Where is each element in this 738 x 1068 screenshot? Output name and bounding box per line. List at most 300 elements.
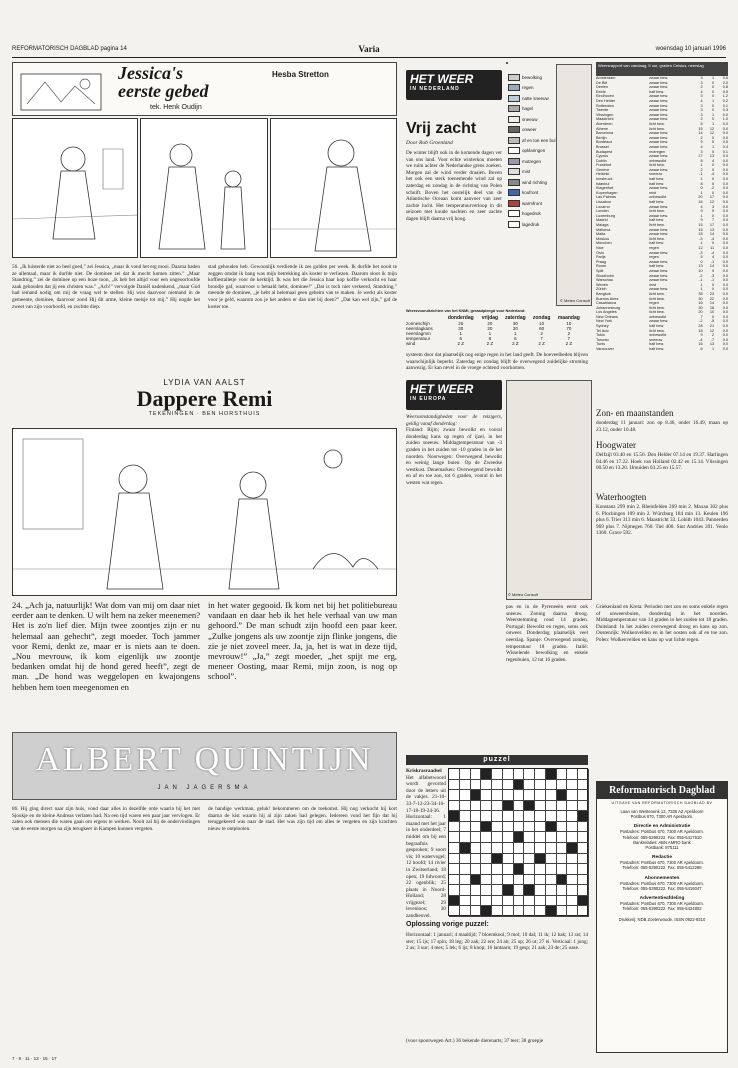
crossword-cell[interactable] (503, 780, 514, 791)
crossword-block (503, 801, 514, 812)
crossword-cell[interactable] (578, 769, 589, 780)
city-value: 1 (711, 98, 715, 103)
map2-credit: © Meteo Consult (508, 592, 538, 597)
city-name: Helsinki (596, 172, 610, 177)
city-value: 1 (711, 76, 715, 80)
city-value: -7 (710, 337, 715, 342)
crossword-cell[interactable] (503, 832, 514, 843)
crossword-cell[interactable] (503, 822, 514, 833)
crossword-block (492, 854, 503, 865)
crossword-cell[interactable] (535, 832, 546, 843)
crossword-cell[interactable] (481, 854, 492, 865)
crossword-cell[interactable] (460, 790, 471, 801)
crossword-cell[interactable] (471, 864, 482, 875)
crossword-cell[interactable] (481, 885, 492, 896)
crossword-cell[interactable] (503, 864, 514, 875)
weather-headline: Vrij zacht (406, 120, 477, 137)
crossword-cell[interactable] (449, 790, 460, 801)
crossword-cell[interactable] (578, 822, 589, 833)
crossword-cell[interactable] (514, 822, 525, 833)
city-value: 7 (711, 218, 715, 223)
city-value: 1 (711, 112, 715, 117)
crossword-cell[interactable] (492, 896, 503, 907)
crossword-cell[interactable] (557, 896, 568, 907)
crossword-cell[interactable] (557, 906, 568, 917)
crossword-cell[interactable] (578, 801, 589, 812)
city-name: München (596, 241, 612, 246)
city-value: -2 (699, 273, 703, 278)
city-condition: onbewolkt (649, 314, 667, 319)
crossword-cell[interactable] (546, 875, 557, 886)
crossword-cell[interactable] (492, 906, 503, 917)
crossword-cell[interactable] (557, 864, 568, 875)
weather-logo (406, 70, 502, 100)
masthead-left: REFORMATORISCH DAGBLAD pagina 14 (12, 46, 127, 52)
city-value: 13 (709, 227, 715, 232)
crossword-cell[interactable] (503, 811, 514, 822)
crossword-cell[interactable] (567, 854, 578, 865)
cities-header: Weersrapport van vandaag, 5 uur, graden Celsius, neerslag (596, 62, 728, 76)
crossword-cell[interactable] (546, 885, 557, 896)
city-condition: half bew. (649, 177, 665, 182)
crossword-cell[interactable] (524, 864, 535, 875)
puzzle-clues-text: Het alfabetwoord wordt gevormd door de letters uit de vakjes. 21-10-33-7-12-23-34-16-17-18-19-24-36. Horizontaal: 1 maand met het jaar in het onderdeel; 7 middel om bij een begraafnis gesproken; 9 soort vis; 10 watervogel; 12 hoofd; 14 rivier in Zwitserland; 18 open; 19 lidwoord; 22 ogenblik; 25 plaats in Noord-Holland; 28 vrijgezel; 29 levenloos; 30 zandheuvel. (406, 774, 446, 918)
crossword-cell[interactable] (471, 811, 482, 822)
city-value: 17 (709, 195, 715, 200)
city-name: New York (596, 319, 613, 324)
weather-body-2-text: systeem door dat plaatselijk nog enige regen in het land geeft. De hoeveelheden blijven waarschijnlijk beperkt. Zaterdag en zondag blijft de overwegend zuidelijke stroming aanwezig. Er kan nevel in de vroege ochtend voorkomen. (406, 352, 588, 372)
crossword-cell[interactable] (492, 843, 503, 854)
crossword-block (546, 769, 557, 780)
city-value: 17 (709, 223, 715, 227)
crossword-cell[interactable] (514, 906, 525, 917)
crossword-cell[interactable] (492, 832, 503, 843)
city-value: 0.0 (722, 282, 728, 287)
city-name: Den Helder (596, 98, 616, 103)
crossword-cell[interactable] (578, 832, 589, 843)
colophon-sec3: Abonnementen (644, 875, 680, 881)
crossword-cell[interactable] (449, 822, 460, 833)
crossword-cell[interactable] (557, 832, 568, 843)
city-condition: zwaar bew. (649, 213, 669, 218)
crossword-cell[interactable] (535, 769, 546, 780)
crossword-cell[interactable] (514, 801, 525, 812)
city-condition: zwaar bew. (649, 131, 669, 136)
crossword-block (481, 906, 492, 917)
city-value: 0.0 (722, 342, 728, 347)
crossword-cell[interactable] (567, 790, 578, 801)
crossword-cell[interactable] (514, 843, 525, 854)
city-value: 7 (700, 314, 703, 319)
city-value: 0.0 (722, 112, 728, 117)
city-value: 0.5 (722, 140, 728, 145)
crossword-cell[interactable] (524, 811, 535, 822)
colophon-sec4: Advertentieafdeling (639, 896, 685, 902)
crossword-cell[interactable] (567, 832, 578, 843)
city-value: 13 (698, 264, 703, 269)
crossword-cell[interactable] (535, 875, 546, 886)
city-value: 0.0 (722, 177, 728, 182)
colophon-line: Telefoon: 055-5390222. Fax: 055-5412288 (622, 865, 702, 871)
crossword-cell[interactable] (471, 843, 482, 854)
crossword-cell[interactable] (449, 780, 460, 791)
crossword-cell[interactable] (492, 822, 503, 833)
crossword-cell[interactable] (460, 885, 471, 896)
crossword-cell[interactable] (546, 790, 557, 801)
crossword-block (546, 822, 557, 833)
forecast-cell: 8 (488, 336, 492, 341)
crossword-cell[interactable] (557, 801, 568, 812)
crossword-cell[interactable] (460, 854, 471, 865)
city-condition: licht bew. (649, 305, 665, 310)
city-condition: zwaar bew. (649, 227, 669, 232)
crossword-cell[interactable] (578, 843, 589, 854)
forecast-cell: 2 Z (486, 341, 494, 346)
crossword-cell[interactable] (578, 790, 589, 801)
city-name: Toronto (596, 337, 609, 342)
crossword-cell[interactable] (567, 896, 578, 907)
crossword-cell[interactable] (460, 864, 471, 875)
puzzle-clues (406, 768, 446, 918)
comic2-panel (12, 428, 397, 596)
city-condition: zwaar bew. (649, 108, 669, 113)
crossword-cell[interactable] (535, 906, 546, 917)
crossword-cell[interactable] (492, 769, 503, 780)
crossword-cell[interactable] (492, 875, 503, 886)
crossword-grid[interactable] (448, 768, 588, 916)
city-name: Johannesburg (596, 305, 621, 310)
city-value: 0 (711, 89, 715, 94)
crossword-cell[interactable] (535, 885, 546, 896)
comic3-author: JAN JAGERSMA (157, 785, 252, 791)
crossword-cell[interactable] (524, 854, 535, 865)
crossword-cell[interactable] (460, 780, 471, 791)
crossword-block (514, 864, 525, 875)
crossword-cell[interactable] (481, 790, 492, 801)
crossword-cell[interactable] (460, 896, 471, 907)
crossword-cell[interactable] (557, 822, 568, 833)
forecast-row-label: zonneschijn (406, 321, 430, 326)
crossword-cell[interactable] (503, 875, 514, 886)
crossword-cell[interactable] (546, 832, 557, 843)
crossword-cell[interactable] (514, 896, 525, 907)
city-name: Oslo (596, 250, 604, 255)
crossword-cell[interactable] (535, 896, 546, 907)
city-value: 5 (711, 181, 715, 186)
legend-item (508, 167, 556, 178)
city-value: 0 (711, 287, 715, 292)
crossword-cell[interactable] (524, 780, 535, 791)
crossword-cell[interactable] (460, 811, 471, 822)
city-value: 18 (698, 328, 703, 333)
crossword-cell[interactable] (449, 875, 460, 886)
colophon-line: Telefoon: 055-5390222. Fax: 055-5417610 (622, 834, 702, 840)
crossword-cell[interactable] (535, 822, 546, 833)
city-value: 0.5 (722, 89, 728, 94)
crossword-block (557, 875, 568, 886)
crossword-cell[interactable] (546, 801, 557, 812)
crossword-cell[interactable] (449, 885, 460, 896)
forecast-row-label: neerslagkans (406, 326, 433, 331)
crossword-cell[interactable] (481, 896, 492, 907)
crossword-cell[interactable] (546, 811, 557, 822)
crossword-cell[interactable] (514, 854, 525, 865)
crossword-cell[interactable] (449, 769, 460, 780)
colophon-foot: Drukkerij: NDB Zoeterwoude. ISSN 0922-9310 (618, 917, 706, 923)
crossword-cell[interactable] (492, 790, 503, 801)
solution-heading: Oplossing vorige puzzel: (406, 921, 489, 928)
city-value: 0.0 (722, 218, 728, 223)
city-value: 0.0 (722, 264, 728, 269)
city-value: 22 (709, 296, 715, 301)
crossword-cell[interactable] (471, 906, 482, 917)
forecast-cell: 70 (566, 326, 572, 331)
crossword-cell[interactable] (449, 906, 460, 917)
crossword-cell[interactable] (546, 864, 557, 875)
legend-label: natte sneeuw (522, 95, 549, 101)
crossword-cell[interactable] (471, 885, 482, 896)
crossword-cell[interactable] (524, 843, 535, 854)
city-name: Tokio (596, 333, 605, 338)
crossword-cell[interactable] (503, 896, 514, 907)
city-value: 0 (711, 117, 715, 122)
legend-label: bewolking (522, 74, 543, 80)
crossword-cell[interactable] (524, 769, 535, 780)
city-value: 0.0 (722, 301, 728, 306)
crossword-cell[interactable] (460, 832, 471, 843)
city-value: 0.0 (722, 131, 728, 136)
legend-swatch (508, 105, 520, 112)
crossword-cell[interactable] (449, 843, 460, 854)
crossword-cell[interactable] (481, 843, 492, 854)
crossword-cell[interactable] (481, 801, 492, 812)
crossword-cell[interactable] (578, 885, 589, 896)
crossword-cell[interactable] (460, 769, 471, 780)
city-value: 2.0 (722, 80, 728, 85)
crossword-cell[interactable] (481, 811, 492, 822)
crossword-cell[interactable] (557, 843, 568, 854)
city-value: 2 (700, 135, 703, 140)
crossword-block (449, 811, 460, 822)
crossword-cell[interactable] (578, 854, 589, 865)
crossword-cell[interactable] (557, 780, 568, 791)
crossword-cell[interactable] (514, 769, 525, 780)
crossword-cell[interactable] (514, 875, 525, 886)
city-value: -3 (699, 236, 703, 241)
sun-moon-heading: Zon- en maanstanden (596, 408, 674, 418)
crossword-cell[interactable] (503, 790, 514, 801)
comic2-drawings-credit: TEKENINGEN · BEN HORSTHUIS (148, 411, 261, 417)
section-title: Varia (358, 44, 380, 54)
city-value: 0.0 (722, 314, 728, 319)
city-condition: zwaar bew. (649, 117, 669, 122)
city-condition: half bew. (649, 264, 665, 269)
comic1-panel-2 (140, 118, 268, 258)
crossword-cell[interactable] (481, 864, 492, 875)
crossword-cell[interactable] (481, 832, 492, 843)
crossword-cell[interactable] (492, 801, 503, 812)
city-name: Las Palmas (596, 195, 616, 200)
crossword-cell[interactable] (492, 811, 503, 822)
crossword-cell[interactable] (557, 885, 568, 896)
forecast-cell: 6 (459, 336, 463, 341)
legend-swatch (508, 147, 520, 154)
crossword-cell[interactable] (471, 769, 482, 780)
comic2-author: LYDIA VAN AALST (163, 378, 246, 387)
city-value: 11 (710, 245, 715, 250)
crossword-cell[interactable] (567, 864, 578, 875)
crossword-cell[interactable] (492, 864, 503, 875)
crossword-cell[interactable] (546, 780, 557, 791)
crossword-cell[interactable] (546, 854, 557, 865)
crossword-cell[interactable] (567, 811, 578, 822)
city-condition: licht bew. (649, 291, 665, 296)
crossword-cell[interactable] (471, 822, 482, 833)
city-value: 0.0 (722, 200, 728, 205)
crossword-cell[interactable] (535, 843, 546, 854)
legend-item (508, 72, 556, 83)
crossword-cell[interactable] (567, 780, 578, 791)
city-value: 0.0 (722, 347, 728, 352)
crossword-cell[interactable] (471, 854, 482, 865)
crossword-cell[interactable] (492, 885, 503, 896)
city-condition: half bew. (649, 181, 665, 186)
forecast-cell: 1 (459, 331, 463, 336)
crossword-cell[interactable] (546, 896, 557, 907)
city-value: 9 (700, 333, 703, 338)
city-name: Innsbruck (596, 177, 613, 182)
crossword-cell[interactable] (471, 832, 482, 843)
crossword-cell[interactable] (535, 801, 546, 812)
crossword-cell[interactable] (514, 790, 525, 801)
crossword-cell[interactable] (460, 906, 471, 917)
crossword-cell[interactable] (471, 896, 482, 907)
crossword-cell[interactable] (449, 864, 460, 875)
crossword-cell[interactable] (460, 822, 471, 833)
crossword-cell[interactable] (481, 780, 492, 791)
crossword-cell[interactable] (503, 854, 514, 865)
city-value: 14 (709, 301, 715, 306)
crossword-cell[interactable] (557, 769, 568, 780)
europe-intro: Weersomstandigheden voor de reizigers, geldig vanaf donderdag: (406, 414, 502, 427)
comic3-banner (12, 732, 397, 800)
crossword-cell[interactable] (578, 875, 589, 886)
city-value: 0 (711, 85, 715, 90)
crossword-block (514, 780, 525, 791)
city-condition: zwaar bew. (649, 186, 669, 191)
city-row (596, 347, 728, 352)
city-value: 0 (711, 149, 715, 154)
crossword-cell[interactable] (460, 801, 471, 812)
crossword-cell[interactable] (524, 822, 535, 833)
crossword-cell[interactable] (524, 896, 535, 907)
city-value: 10 (698, 268, 703, 273)
europe-map (506, 380, 592, 600)
europe-body (406, 414, 502, 746)
crossword-cell[interactable] (503, 769, 514, 780)
city-value: 1 (700, 177, 703, 182)
city-value: 4 (711, 255, 715, 260)
crossword-cell[interactable] (503, 906, 514, 917)
crossword-cell[interactable] (535, 780, 546, 791)
city-value: 1 (700, 213, 703, 218)
crossword-cell[interactable] (524, 906, 535, 917)
city-value: 20 (698, 310, 703, 315)
crossword-cell[interactable] (546, 843, 557, 854)
crossword-cell[interactable] (471, 801, 482, 812)
forecast-cell: 30 (512, 326, 518, 331)
crossword-cell[interactable] (524, 875, 535, 886)
crossword-cell[interactable] (578, 780, 589, 791)
forecast-cell: 1 (514, 331, 517, 336)
crossword-cell[interactable] (567, 769, 578, 780)
crossword-cell[interactable] (524, 832, 535, 843)
legend-label: wind richting (522, 179, 548, 185)
crossword-cell[interactable] (578, 864, 589, 875)
crossword-cell[interactable] (449, 801, 460, 812)
crossword-cell[interactable] (535, 790, 546, 801)
crossword-cell[interactable] (567, 875, 578, 886)
city-value: 3 (700, 80, 703, 85)
city-name: Mallorca (596, 227, 611, 232)
city-value: 0.0 (722, 259, 728, 264)
crossword-cell[interactable] (535, 864, 546, 875)
crossword-block (449, 896, 460, 907)
city-condition: zwaar bew. (649, 319, 669, 324)
crossword-cell[interactable] (567, 801, 578, 812)
city-name: Brussel (596, 144, 609, 149)
legend-label: onweer (522, 127, 537, 133)
crossword-cell[interactable] (567, 906, 578, 917)
crossword-cell[interactable] (535, 811, 546, 822)
city-value: 0.0 (722, 296, 728, 301)
city-value: 15 (698, 232, 703, 237)
city-condition: half bew. (649, 241, 665, 246)
city-value: 0.0 (722, 227, 728, 232)
crossword-cell[interactable] (514, 885, 525, 896)
crossword-cell[interactable] (492, 780, 503, 791)
city-name: Eindhoven (596, 94, 614, 99)
crossword-cell[interactable] (557, 854, 568, 865)
forecast-cell: 2 Z (565, 341, 573, 346)
crossword-cell[interactable] (471, 780, 482, 791)
crossword-cell[interactable] (503, 843, 514, 854)
city-condition: mist (649, 282, 657, 287)
crossword-cell[interactable] (567, 885, 578, 896)
crossword-cell[interactable] (449, 832, 460, 843)
city-value: 0.0 (722, 190, 728, 195)
crossword-cell[interactable] (557, 811, 568, 822)
crossword-cell[interactable] (460, 875, 471, 886)
city-name: Eelde (596, 89, 606, 94)
forecast-row-label: neerslagmm (406, 331, 431, 336)
city-value: 4 (700, 204, 703, 209)
city-condition: zwaar bew. (649, 144, 669, 149)
crossword-cell[interactable] (514, 811, 525, 822)
crossword-cell[interactable] (449, 854, 460, 865)
crossword-cell[interactable] (524, 790, 535, 801)
colophon-sec3-lines (597, 881, 727, 891)
crossword-cell[interactable] (567, 822, 578, 833)
crossword-cell[interactable] (481, 875, 492, 886)
city-condition: zwaar bew. (649, 278, 669, 283)
city-value: 5 (711, 140, 715, 145)
water-heading: Waterhoogten (596, 492, 647, 502)
city-value: 15 (698, 223, 703, 227)
crossword-cell[interactable] (578, 906, 589, 917)
city-value: 0 (711, 80, 715, 85)
city-condition: zwaar bew. (649, 273, 669, 278)
